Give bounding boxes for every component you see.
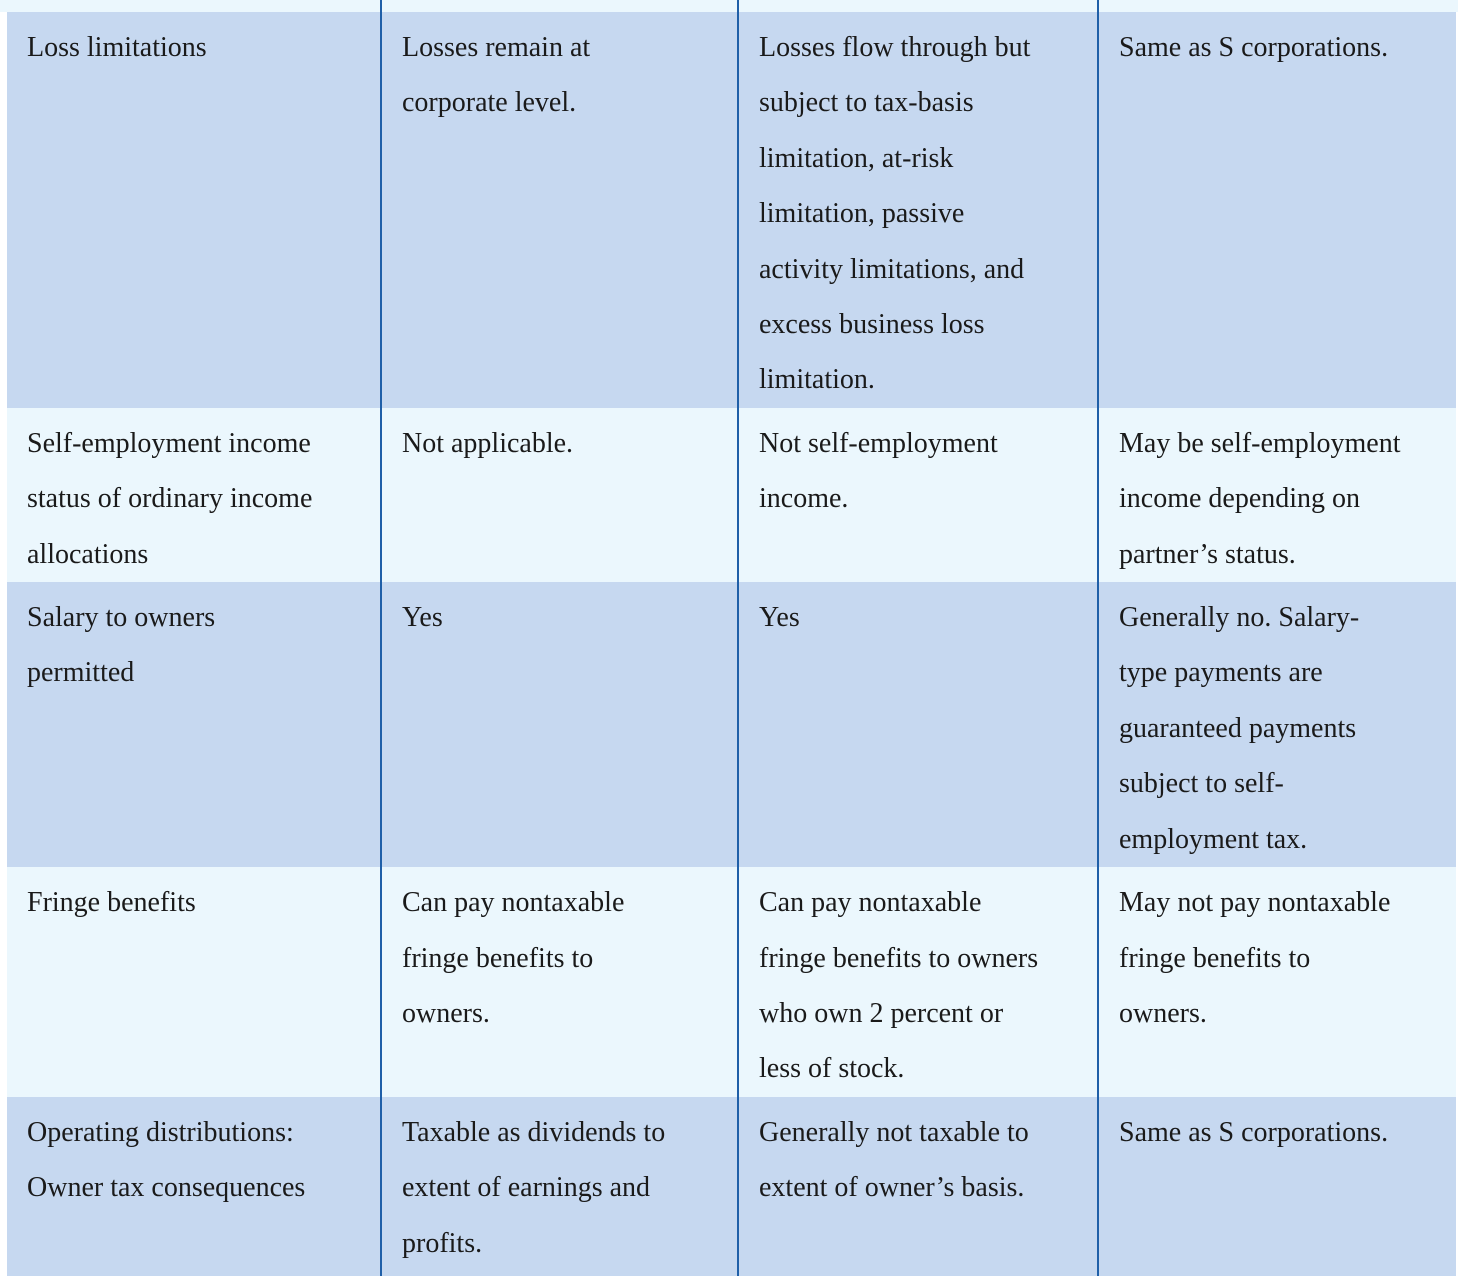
table-row-self-employment-status <box>7 408 1456 582</box>
table-row-loss-limitations <box>7 12 1456 408</box>
column-divider-top <box>380 0 382 12</box>
partnership-cell <box>1098 867 1456 1097</box>
c-corporation-cell <box>381 1097 738 1276</box>
row-attribute-cell <box>7 867 381 1097</box>
table-row-operating-distributions <box>7 1097 1456 1276</box>
c-corporation-cell <box>381 582 738 867</box>
row-attribute: Salary to owners permitted <box>27 602 216 689</box>
partnership-cell <box>1098 1097 1456 1276</box>
row-attribute: Operating distributions: Owner tax consequences <box>27 1116 306 1204</box>
table-row-fringe-benefits <box>7 867 1456 1097</box>
partnership-value: Same as S corporations. <box>1119 1116 1389 1148</box>
s-corporation-value: Yes <box>759 602 800 634</box>
row-attribute-cell <box>7 582 381 867</box>
row-attribute: Self-employment income status of ordinary income allocations <box>27 427 313 570</box>
table-row-salary-to-owners <box>7 582 1456 867</box>
s-corporation-value: Can pay nontaxable fringe benefits to owners who own 2 percent or less of stock. <box>759 887 1039 1085</box>
c-corporation-cell <box>381 12 738 408</box>
partnership-value: May be self-employment income depending on partner’s status. <box>1119 427 1401 570</box>
row-attribute-cell <box>7 12 381 408</box>
s-corporation-cell <box>738 1097 1098 1276</box>
c-corporation-cell <box>381 408 738 582</box>
s-corporation-cell <box>738 582 1098 867</box>
column-divider-top <box>1097 0 1099 12</box>
comparison-table-container <box>7 12 1456 1268</box>
c-corporation-value: Can pay nontaxable fringe benefits to owners. <box>402 887 625 1029</box>
partnership-value: May not pay nontaxable fringe benefits to owners. <box>1119 887 1391 1029</box>
column-divider-top <box>737 0 739 12</box>
c-corporation-value: Losses remain at corporate level. <box>402 32 591 119</box>
c-corporation-value: Not applicable. <box>402 427 574 459</box>
table-top-strip <box>0 0 1458 12</box>
c-corporation-cell <box>381 867 738 1097</box>
s-corporation-value: Generally not taxable to extent of owner’s basis. <box>759 1116 1029 1204</box>
c-corporation-value: Taxable as dividends to extent of earnings and profits. <box>402 1116 666 1259</box>
partnership-cell <box>1098 408 1456 582</box>
row-attribute: Fringe benefits <box>27 887 196 919</box>
entity-comparison-table <box>7 12 1456 1276</box>
partnership-cell <box>1098 582 1456 867</box>
s-corporation-value: Not self-employment income. <box>759 427 998 515</box>
row-attribute-cell <box>7 1097 381 1276</box>
row-attribute-cell <box>7 408 381 582</box>
s-corporation-cell <box>738 867 1098 1097</box>
s-corporation-value: Losses flow through but subject to tax-basis limitation, at-risk limitation, passive activity limitations, and excess business loss limitation. <box>759 32 1031 396</box>
s-corporation-cell <box>738 408 1098 582</box>
s-corporation-cell <box>738 12 1098 408</box>
partnership-value: Same as S corporations. <box>1119 32 1389 63</box>
c-corporation-value: Yes <box>402 602 443 634</box>
partnership-cell <box>1098 12 1456 408</box>
partnership-value: Generally no. Salary- type payments are guaranteed payments subject to self- employment tax. <box>1119 602 1360 855</box>
row-attribute: Loss limitations <box>27 32 207 63</box>
